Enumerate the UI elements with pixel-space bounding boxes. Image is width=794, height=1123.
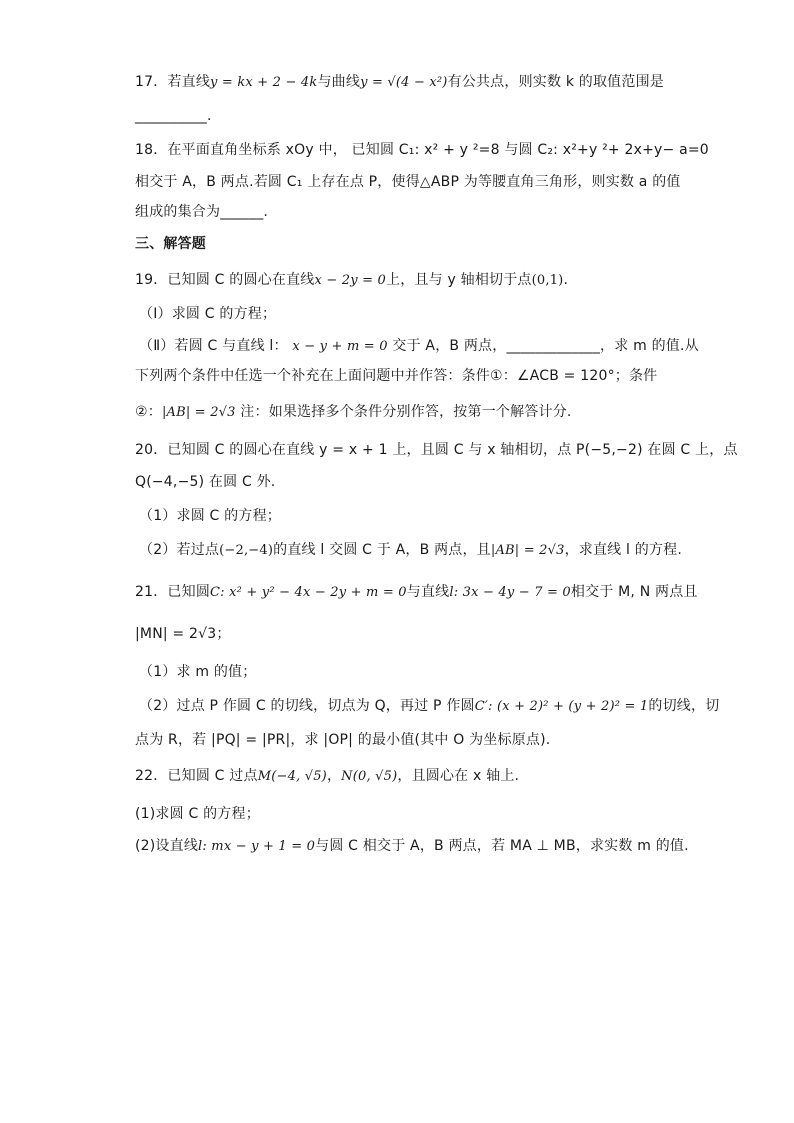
- q19-part-2: [139, 336, 699, 357]
- q17-answer-blank: __________.: [135, 108, 212, 124]
- q19-point: (0,1): [531, 273, 564, 288]
- q22-text: ，: [326, 768, 342, 784]
- q21-circle-equation: C: x² + y² − 4x − 2y + m = 0: [210, 585, 407, 600]
- q21-part-2: [139, 696, 720, 717]
- q22-point-n: N(0, √5): [341, 769, 398, 784]
- q20-line-2: Q(−4,−5) 在圆 C 外.: [135, 474, 276, 490]
- q22-part-2: [135, 836, 689, 857]
- q19-text: 交于 A，B 两点，_____________，求 m 的值.从: [387, 338, 699, 354]
- q19-text: ②：: [135, 404, 162, 420]
- q20-part-1: （1）求圆 C 的方程；: [139, 508, 281, 524]
- q21-text: 相交于 M, N 两点且: [570, 584, 698, 600]
- q19-text: .: [563, 272, 569, 288]
- q17-text: 有公共点，则实数 k 的取值范围是: [447, 74, 664, 90]
- q19-line-equation: x − 2y = 0: [314, 273, 387, 288]
- q21-text: （2）过点 P 作圆 C 的切线，切点为 Q，再过 P 作圆: [139, 698, 475, 714]
- q22-line-1: [135, 766, 675, 787]
- q17-line-1: [135, 72, 675, 93]
- q20-point: (−2,−4): [219, 543, 274, 558]
- q21-line-1: [135, 582, 698, 603]
- q19-text: 上，且与 y 轴相切于点: [386, 272, 532, 288]
- q18-line-3: 组成的集合为______.: [135, 204, 269, 220]
- q19-line-1: [135, 270, 675, 291]
- q22-text: ，且圆心在 x 轴上.: [397, 768, 520, 784]
- q20-text: 的直线 l 交圆 C 于 A，B 两点，且: [273, 542, 491, 558]
- q20-text: ，求直线 l 的方程.: [564, 542, 683, 558]
- q22-part-1: (1)求圆 C 的方程；: [135, 806, 260, 822]
- q17-text: 与曲线: [317, 74, 361, 90]
- q21-line-equation: l: 3x − 4y − 7 = 0: [449, 585, 571, 600]
- q19-line-l-equation: x − y + m = 0: [292, 339, 388, 354]
- q22-point-m: M(−4, √5): [257, 769, 327, 784]
- q22-text: 与圆 C 相交于 A，B 两点，若 MA ⊥ MB，求实数 m 的值.: [315, 838, 689, 854]
- q21-text: 与直线: [406, 584, 450, 600]
- q19-part-1: （Ⅰ）求圆 C 的方程；: [139, 306, 277, 322]
- q17-line-equation: y = kx + 2 − 4k: [210, 75, 318, 90]
- q19-line-4: 下列两个条件中任选一个补充在上面问题中并作答：条件①：∠ACB = 120°；条件: [135, 368, 658, 384]
- q21-part-1: （1）求 m 的值；: [139, 664, 257, 680]
- q21-line-2: |MN| = 2√3；: [135, 626, 231, 642]
- q19-condition-2: |AB| = 2√3: [161, 405, 236, 420]
- q18-line-1: 18．在平面直角坐标系 xOy 中， 已知圆 C₁: x² + y ²=8 与圆 C₂: x²+y ²+ 2x+y− a=0: [135, 142, 709, 158]
- q22-text: (2)设直线: [135, 838, 199, 854]
- q20-chord-length: |AB| = 2√3: [490, 543, 565, 558]
- q21-line-5: 点为 R，若 |PQ| = |PR|，求 |OP| 的最小值(其中 O 为坐标原点).: [135, 732, 551, 748]
- q18-line-2: 相交于 A，B 两点.若圆 C₁ 上存在点 P，使得△ABP 为等腰直角三角形，则实数 a 的值: [135, 174, 681, 190]
- q22-line-equation: l: mx − y + 1 = 0: [198, 839, 316, 854]
- q20-text: （2）若过点: [139, 542, 220, 558]
- q19-line-5: [135, 402, 675, 423]
- q21-text: 21．已知圆: [135, 584, 211, 600]
- section-title: 三、解答题: [135, 236, 206, 252]
- q19-text: 19．已知圆 C 的圆心在直线: [135, 272, 315, 288]
- q21-text: 的切线，切: [648, 698, 720, 714]
- q19-text: 注：如果选择多个条件分别作答，按第一个解答计分.: [235, 404, 572, 420]
- q17-curve-equation: y = √(4 − x²): [360, 75, 448, 90]
- q21-circle-c-prime-equation: C′: (x + 2)² + (y + 2)² = 1: [474, 699, 649, 714]
- q20-line-1: 20．已知圆 C 的圆心在直线 y = x + 1 上，且圆 C 与 x 轴相切，点 P(−5,−2) 在圆 C 上，点: [135, 442, 738, 458]
- q19-text: （Ⅱ）若圆 C 与直线 l：: [139, 338, 293, 354]
- q17-text: 17．若直线: [135, 74, 211, 90]
- q22-text: 22．已知圆 C 过点: [135, 768, 258, 784]
- q20-part-2: [139, 540, 683, 561]
